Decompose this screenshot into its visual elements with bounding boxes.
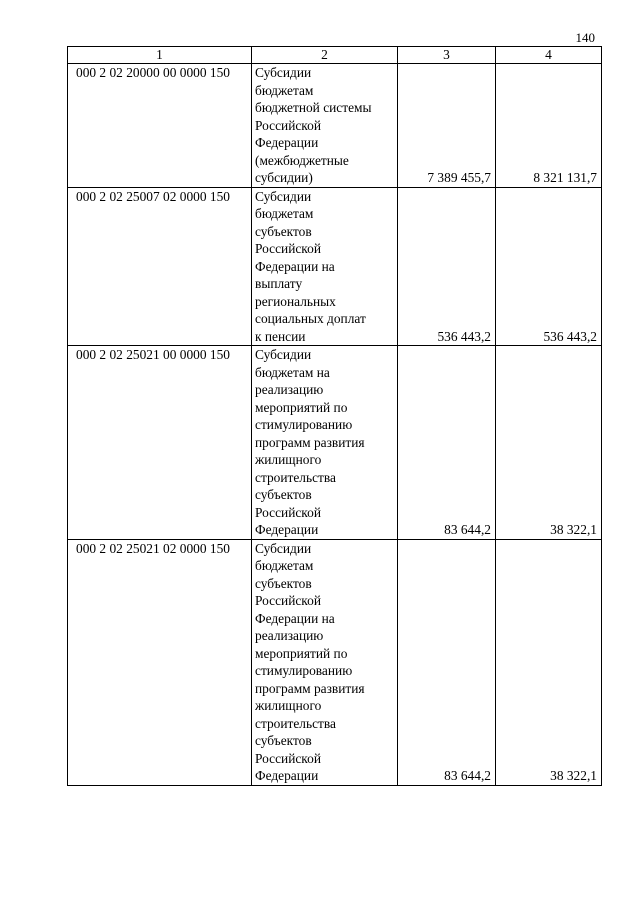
- row-value-4: 536 443,2: [496, 187, 602, 346]
- row-name: [252, 346, 398, 540]
- row-value-4: 38 322,1: [496, 346, 602, 540]
- row-name-text: Субсидии бюджетам на реализацию мероприятий по стимулированию программ развития жилищного строительства субъектов Российской Федерации: [255, 347, 365, 537]
- row-code: 000 2 02 25021 00 0000 150: [68, 346, 252, 540]
- table-header-row: [68, 47, 602, 64]
- row-name-text: Субсидии бюджетам субъектов Российской Федерации на выплату региональных социальных доплат к пенсии: [255, 188, 366, 344]
- column-header-2: 2: [252, 47, 398, 64]
- column-header-4: 4: [496, 47, 602, 64]
- row-name: [252, 187, 398, 346]
- budget-table: [67, 46, 602, 786]
- row-value-3: 7 389 455,7: [398, 64, 496, 188]
- table-row: [68, 187, 602, 346]
- row-name-text: Субсидии бюджетам субъектов Российской Федерации на реализацию мероприятий по стимулированию программ развития жилищного строительства субъектов Российской Федерации: [255, 540, 365, 783]
- row-value-3: 83 644,2: [398, 539, 496, 785]
- row-code: 000 2 02 25021 02 0000 150: [68, 539, 252, 785]
- page-number: 140: [575, 30, 595, 45]
- column-header-3: 3: [398, 47, 496, 64]
- row-value-3: 536 443,2: [398, 187, 496, 346]
- table-row: [68, 346, 602, 540]
- row-code: 000 2 02 25007 02 0000 150: [68, 187, 252, 346]
- row-name: [252, 539, 398, 785]
- row-value-4: 8 321 131,7: [496, 64, 602, 188]
- table-row: [68, 539, 602, 785]
- column-header-1: 1: [68, 47, 252, 64]
- row-value-3: 83 644,2: [398, 346, 496, 540]
- row-name: [252, 64, 398, 188]
- row-name-text: Субсидии бюджетам бюджетной системы Российской Федерации (межбюджетные субсидии): [255, 65, 372, 185]
- row-code: 000 2 02 20000 00 0000 150: [68, 64, 252, 188]
- row-value-4: 38 322,1: [496, 539, 602, 785]
- table-row: [68, 64, 602, 188]
